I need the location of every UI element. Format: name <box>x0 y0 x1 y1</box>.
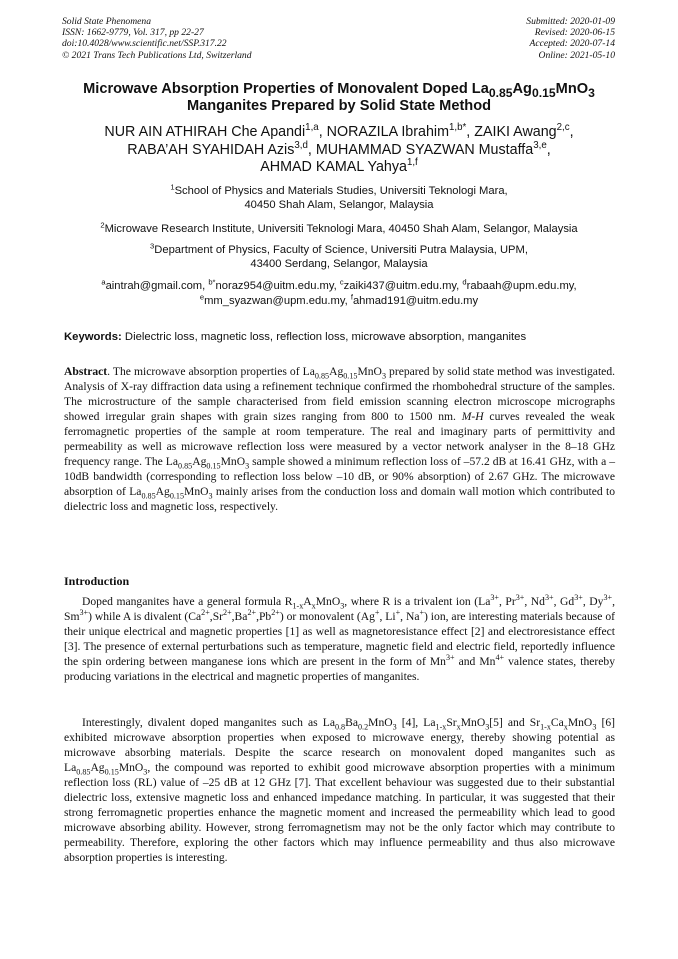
affiliation-3: $^3$Department of Physics, Faculty of Science, Universiti Putra Malaysia, UPM, 43400 Serdang, Selangor, Malaysia <box>150 241 528 271</box>
title-subscript: 0.85 <box>488 85 513 100</box>
email-link[interactable]: $^e$mm_syazwan@upm.edu.my, <box>199 292 351 307</box>
section-heading-introduction: Introduction <box>64 574 130 588</box>
email-link[interactable]: $^c$zaiki437@uitm.edu.my, <box>339 277 463 292</box>
keywords-text: Dielectric loss, magnetic loss, reflection loss, microwave absorption, manganites <box>121 331 527 343</box>
journal-header-left <box>62 16 252 61</box>
author: NORAZILA Ibrahim$^{1,b*}$, <box>326 122 475 140</box>
journal-name: Solid State Phenomena <box>62 16 151 27</box>
copyright-line: © 2021 Trans Tech Publications Ltd, Switzerland <box>62 49 252 61</box>
introduction-paragraph-2: Interestingly, divalent doped manganites such as $La_{0.8}Ba_{0.2}MnO_3$ [4], $La_{1-x}Sr_xMnO_3[5]$ and $Sr_{1-x}Ca_xMnO_3$ [6] exhibited microwave absorption properties when exposed to microwave energy, thereby showing potential as microwave absorbing materials. Despite the scarce research on monovalent doped manganites such as $La_{0.85}Ag_{0.15}MnO_3$, the compound was reported to exhibit good microwave absorption properties with a minimum reflection loss (RL) value of –25 dB at 12 GHz [7]. That excellent behaviour was suggested due to their substantial dielectric loss, extensive magnetic loss and enhanced impedance matching. In particular, it was suggested that their strong ferromagnetic properties enhance the magnetic moment and increased the permeability which lead to good microwave absorbing ability. However, strong ferromagnetism may not be the only factor which may contribute to permeability. Therefore, exploring the other factors which may influence permeability and thus also microwave absorption properties is interesting. <box>64 716 615 864</box>
online-date: Online: 2021-05-10 <box>538 49 615 61</box>
author: MUHAMMAD SYAZWAN Mustaffa$^{3,e}$, <box>315 139 551 158</box>
author: NUR AIN ATHIRAH Che Apandi$^{1,a}$, <box>104 122 327 140</box>
email-link[interactable]: $^a$aintrah@gmail.com, <box>101 277 209 292</box>
email-link[interactable]: $^{b*}$noraz954@uitm.edu.my, <box>208 277 340 292</box>
keywords <box>64 330 624 344</box>
title-line-2: Manganites Prepared by Solid State Method <box>186 98 492 115</box>
title-text: Microwave Absorption Properties of Monovalent Doped La <box>83 81 489 97</box>
doi-line: doi:10.4028/www.scientific.net/SSP.317.22 <box>62 38 227 50</box>
title-subscript: 3 <box>588 85 595 100</box>
affiliation-1: $^1$School of Physics and Materials Studies, Universiti Teknologi Mara, 40450 Shah Alam, Selangor, Malaysia <box>170 182 508 212</box>
affiliation-2: $^2$Microwave Research Institute, Universiti Teknologi Mara, 40450 Shah Alam, Selangor, Malaysia <box>100 220 578 235</box>
title-text: MnO <box>555 81 589 97</box>
abstract: Abstract. The microwave absorption properties of $La_{0.85}Ag_{0.15}MnO_3$ prepared by solid state method was investigated. Analysis of X-ray diffraction data using a refinement technique confirmed the rhombohedral structure of the samples. The microstructure of the sample characterised from field emission scanning electron microscope micrographs showed irregular grain shapes with grain sizes ranging from 800 to 1500 nm. M-H curves revealed the weak ferromagnetic properties of the sample at room temperature. The real and imaginary parts of permittivity and permeability as well as microwave reflection loss were measured by a vector network analyser in the 8–18 GHz frequency range. The $La_{0.85}Ag_{0.15}MnO_3$ sample showed a minimum reflection loss of –57.2 dB at 16.41 GHz, with a –10dB bandwidth (corresponding to reflection loss below –10 dB, or 90% absorption) of 2.67 GHz. The microwave absorption of $La_{0.85}Ag_{0.15}MnO_3$ mainly arises from the conduction loss and domain wall motion which contributed to dielectric loss and magnetic loss, respectively. <box>64 365 616 513</box>
submitted-date: Submitted: 2020-01-09 <box>526 16 615 27</box>
keywords-label: Keywords: <box>64 331 122 343</box>
issn-line: ISSN: 1662-9779, Vol. 317, pp 22-27 <box>62 27 204 39</box>
paper-title <box>40 81 638 116</box>
abstract-label: Abstract <box>64 365 108 378</box>
author-list <box>40 124 638 177</box>
journal-header-right <box>526 16 615 61</box>
accepted-date: Accepted: 2020-07-14 <box>529 38 615 50</box>
author: RABA’AH SYAHIDAH Azis$^{3,d}$, <box>127 139 316 158</box>
email-list <box>40 279 638 309</box>
author: ZAIKI Awang$^{2,c}$, <box>474 122 574 140</box>
email-link[interactable]: $^f$ahmad191@uitm.edu.my <box>350 292 479 307</box>
revised-date: Revised: 2020-06-15 <box>534 27 615 39</box>
introduction-paragraph-1: Doped manganites have a general formula $R_{1-x}A_xMnO_3$, where R is a trivalent ion ($La^{3+}$, $Pr^{3+}$, $Nd^{3+}$, $Gd^{3+}$, $Dy^{3+}$, $Sm^{3+}$) while A is divalent $(Ca^{2+},Sr^{2+},Ba^{2+},Pb^{2+})$ or monovalent (Ag+, Li+, Na+) ion, are interesting materials because of their unique electrical and magnetic properties [1] as well as magnetoresistance effect [2] and electroresistance effect [3]. The presence of external perturbations such as temperature, magnetic field and electric field, reportedly influence the spin ordering between manganese ions which are present in the form of $Mn^{3+}$ and $Mn^{4+}$ valence states, thereby producing variations in the electrical and magnetic properties of manganites. <box>64 593 616 683</box>
email-link[interactable]: $^d$rabaah@upm.edu.my, <box>462 277 577 292</box>
title-subscript: 0.15 <box>531 85 556 100</box>
title-text: Ag <box>512 81 532 97</box>
author: AHMAD KAMAL Yahya$^{1,f}$ <box>260 157 418 176</box>
